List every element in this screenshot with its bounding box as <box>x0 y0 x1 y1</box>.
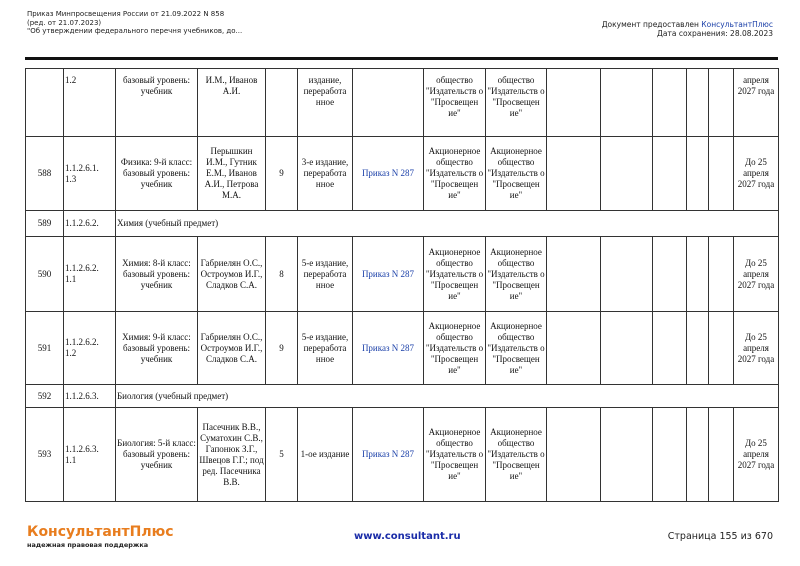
header-divider <box>25 57 778 60</box>
section-title-cell: Химия (учебный предмет) <box>116 211 779 237</box>
code-cell: 1.1.2.6.2. <box>64 211 116 237</box>
publisher-cell: Акционерное общество "Издательств о "Просвещен ие" <box>486 312 547 385</box>
empty-cell <box>547 69 601 137</box>
publisher-cell: Акционерное общество "Издательств о "Просвещен ие" <box>486 408 547 502</box>
empty-cell <box>601 137 653 211</box>
order-cell <box>353 408 424 502</box>
publisher-cell: Акционерное общество "Издательств о "Просвещен ие" <box>424 237 486 312</box>
authors-cell: Габриелян О.С., Остроумов И.Г., Сладков С.А. <box>198 237 266 312</box>
date-cell: До 25 апреля 2027 года <box>734 237 779 312</box>
order-cell <box>353 237 424 312</box>
empty-cell <box>687 69 709 137</box>
authors-cell: И.М., Иванов А.И. <box>198 69 266 137</box>
document-provider <box>602 20 773 38</box>
title-cell: Физика: 9-й класс: базовый уровень: учебник <box>116 137 198 211</box>
publisher-cell: Акционерное общество "Издательств о "Просвещен ие" <box>486 137 547 211</box>
page-number: Страница 155 из 670 <box>667 531 773 542</box>
section-row <box>26 211 779 237</box>
row-number-cell: 589 <box>26 211 64 237</box>
empty-cell <box>709 69 734 137</box>
order-cell <box>353 312 424 385</box>
grade-cell: 5 <box>266 408 298 502</box>
grade-cell <box>266 69 298 137</box>
empty-cell <box>687 408 709 502</box>
footer-logo: КонсультантПлюс <box>27 524 174 540</box>
empty-cell <box>709 237 734 312</box>
textbook-table <box>25 68 779 502</box>
edition-cell: 5-е издание, переработа нное <box>298 237 353 312</box>
code-cell: 1.2 <box>64 69 116 137</box>
grade-cell: 9 <box>266 137 298 211</box>
date-cell: апреля 2027 года <box>734 69 779 137</box>
title-cell: Химия: 9-й класс: базовый уровень: учебник <box>116 312 198 385</box>
order-link[interactable]: Приказ N 287 <box>361 449 415 459</box>
publisher-cell: Акционерное общество "Издательств о "Просвещен ие" <box>486 237 547 312</box>
title-cell: базовый уровень: учебник <box>116 69 198 137</box>
authors-cell: Габриелян О.С., Остроумов И.Г., Сладков С.А. <box>198 312 266 385</box>
code-cell: 1.1.2.6.3. <box>64 385 116 408</box>
empty-cell <box>687 137 709 211</box>
code-cell: 1.1.2.6.2. 1.2 <box>64 312 116 385</box>
provided-label: Документ предоставлен <box>601 20 702 29</box>
row-number-cell: 588 <box>26 137 64 211</box>
empty-cell <box>547 237 601 312</box>
grade-cell: 8 <box>266 237 298 312</box>
edition-cell: издание, переработа нное <box>298 69 353 137</box>
empty-cell <box>547 408 601 502</box>
order-link[interactable]: Приказ N 287 <box>361 268 415 279</box>
date-cell: До 25 апреля 2027 года <box>734 312 779 385</box>
empty-cell <box>709 312 734 385</box>
order-cell <box>353 69 424 137</box>
row-number-cell <box>26 69 64 137</box>
publisher-cell: Акционерное общество "Издательств о "Просвещен ие" <box>424 312 486 385</box>
edition-cell: 3-е издание, переработа нное <box>298 137 353 211</box>
empty-cell <box>709 137 734 211</box>
section-row <box>26 385 779 408</box>
title-cell: Химия: 8-й класс: базовый уровень: учебник <box>116 237 198 312</box>
empty-cell <box>601 69 653 137</box>
header-line: "Об утверждении федерального перечня учебников, до... <box>27 27 243 35</box>
provider-link[interactable]: КонсультантПлюс <box>701 20 773 29</box>
empty-cell <box>653 408 687 502</box>
code-cell: 1.1.2.6.2. 1.1 <box>64 237 116 312</box>
authors-cell: Перышкин И.М., Гутник Е.М., Иванов А.И., Петрова М.А. <box>198 137 266 211</box>
code-cell: 1.1.2.6.3. 1.1 <box>64 408 116 502</box>
footer-url-link[interactable]: www.consultant.ru <box>354 531 461 542</box>
code-cell: 1.1.2.6.1. 1.3 <box>64 137 116 211</box>
publisher-cell: общество "Издательств о "Просвещен ие" <box>486 69 547 137</box>
edition-cell: 5-е издание, переработа нное <box>298 312 353 385</box>
empty-cell <box>653 237 687 312</box>
table-row <box>26 237 779 312</box>
publisher-cell: Акционерное общество "Издательств о "Просвещен ие" <box>424 137 486 211</box>
empty-cell <box>601 237 653 312</box>
header-line: Приказ Минпросвещения России от 21.09.2022 N 858 <box>27 10 225 18</box>
order-link[interactable]: Приказ N 287 <box>361 168 415 178</box>
row-number-cell: 593 <box>26 408 64 502</box>
table-row <box>26 69 779 137</box>
document-header-title <box>27 10 242 36</box>
section-title-cell: Биология (учебный предмет) <box>116 385 779 408</box>
publisher-cell: общество "Издательств о "Просвещен ие" <box>424 69 486 137</box>
row-number-cell: 592 <box>26 385 64 408</box>
publisher-cell: Акционерное общество "Издательств о "Просвещен ие" <box>424 408 486 502</box>
footer-tagline: надежная правовая поддержка <box>27 541 149 549</box>
grade-cell: 9 <box>266 312 298 385</box>
empty-cell <box>601 408 653 502</box>
row-number-cell: 590 <box>26 237 64 312</box>
title-cell: Биология: 5-й класс: базовый уровень: учебник <box>116 408 198 502</box>
empty-cell <box>601 312 653 385</box>
date-cell: До 25 апреля 2027 года <box>734 408 779 502</box>
header-line: (ред. от 21.07.2023) <box>27 18 102 27</box>
empty-cell <box>547 137 601 211</box>
empty-cell <box>687 312 709 385</box>
table-row <box>26 312 779 385</box>
order-link[interactable]: Приказ N 287 <box>361 342 415 353</box>
empty-cell <box>547 312 601 385</box>
empty-cell <box>653 69 687 137</box>
authors-cell: Пасечник В.В., Суматохин С.В., Гапонюк З.Г., Швецов Г.Г.; под ред. Пасечника В.В. <box>198 408 266 502</box>
row-number-cell: 591 <box>26 312 64 385</box>
date-cell: До 25 апреля 2027 года <box>734 137 779 211</box>
order-cell <box>353 137 424 211</box>
save-date: Дата сохранения: 28.08.2023 <box>657 29 773 38</box>
empty-cell <box>653 137 687 211</box>
empty-cell <box>653 312 687 385</box>
table-row <box>26 408 779 502</box>
empty-cell <box>709 408 734 502</box>
empty-cell <box>687 237 709 312</box>
edition-cell: 1-ое издание <box>298 408 353 502</box>
table-row <box>26 137 779 211</box>
